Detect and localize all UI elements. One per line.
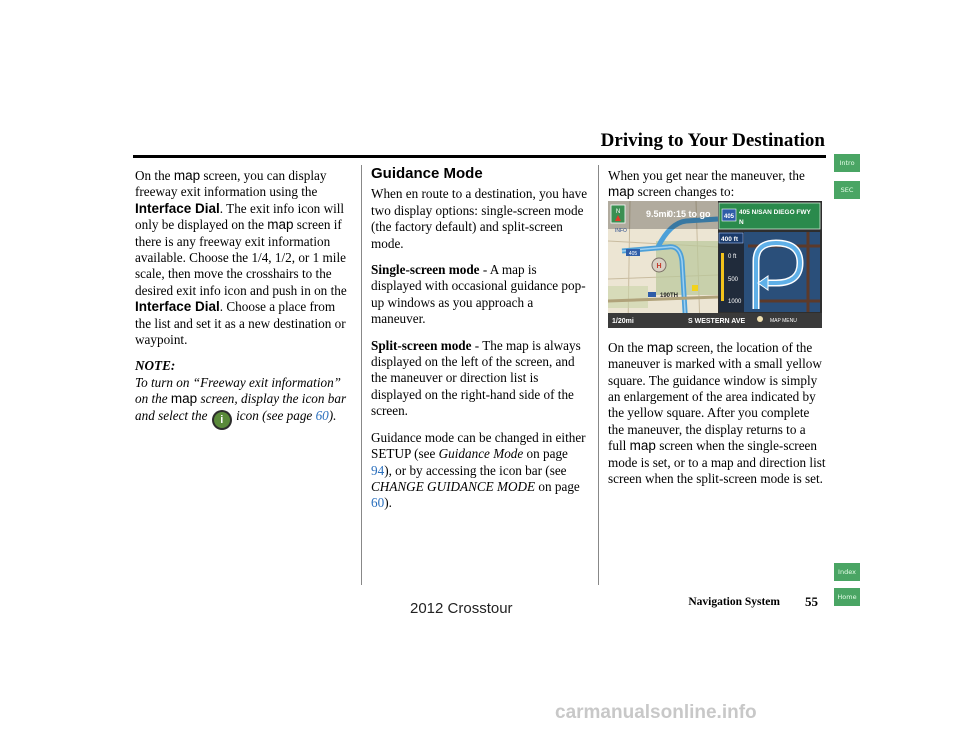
page-link[interactable]: 60 <box>315 407 329 423</box>
header-rule <box>133 155 826 158</box>
single-screen-paragraph: Single-screen mode - A map is displayed with occasional guidance pop-up windows as you approach a maneuver. <box>371 262 586 327</box>
index-button[interactable]: Index <box>834 563 860 581</box>
eta-readout: 0:15 to go <box>668 209 711 219</box>
navigation-split-screen-image <box>608 201 822 328</box>
note-text: To turn on “Freeway exit information” on the map screen, display the icon bar and select the i icon (see page 60). <box>135 374 347 426</box>
distance-mark-0: 0 ft <box>728 254 737 260</box>
distance-readout: 9.5mi <box>646 209 670 219</box>
map-term: map <box>267 217 294 233</box>
map-term: map <box>608 184 635 200</box>
guidance-intro: When en route to a destination, you have two display options: single-screen mode (the factory default) and split-screen mode. <box>371 186 588 251</box>
note-label: NOTE: <box>135 358 176 374</box>
page-link[interactable]: 94 <box>371 462 385 478</box>
split-screen-paragraph: Split-screen mode - The map is always displayed on the left of the screen, and the maneuver or direction list is displayed on the right-hand side of the screen. <box>371 337 581 419</box>
voice-icon <box>757 316 763 322</box>
street-label: 190TH <box>660 293 679 299</box>
map-term: map <box>173 168 201 183</box>
watermark: carmanualsonline.info <box>555 702 757 723</box>
page-link[interactable]: 60 <box>371 495 385 511</box>
freeway-shield-label: 405 <box>628 251 638 257</box>
footer-section-name: Navigation System <box>688 596 780 608</box>
sign-line-2: N <box>739 219 744 226</box>
home-button[interactable]: Home <box>834 588 860 606</box>
section-title: Driving to Your Destination <box>600 130 825 151</box>
info-label: INFO <box>615 228 627 234</box>
map-menu-button[interactable]: MAP MENU <box>770 318 797 324</box>
column-guidance-mode <box>371 166 589 522</box>
compass-label: N <box>615 209 621 215</box>
column-exit-info <box>135 168 353 438</box>
column-divider-2 <box>598 165 599 585</box>
map-term: map <box>629 438 656 454</box>
map-term: map <box>170 391 198 407</box>
guidance-mode-heading: Guidance Mode <box>371 165 483 182</box>
exit-info-paragraph: On the map screen, you can display freeway exit information using the Interface Dial. The exit info icon will only be displayed on the map screen if there is any freeway exit information available. Choose the 1/4, 1/2, or 1 mile scale, then move the crosshairs to the desired exit info icon and push in on the Interface Dial. Choose a place from the list and set it as a new destination or waypoint. <box>135 168 347 348</box>
sign-route-shield: 405 <box>723 214 735 220</box>
map-term: map <box>646 339 674 355</box>
scale-readout: 1/20mi <box>612 318 634 325</box>
maneuver-intro: When you get near the maneuver, the map screen changes to: <box>608 168 805 200</box>
interface-dial-term: Interface Dial <box>135 299 220 315</box>
sec-button[interactable]: SEC <box>834 181 860 199</box>
intro-button[interactable]: Intro <box>834 154 860 172</box>
maneuver-description: On the map screen, the location of the maneuver is marked with a small yellow square. The guidance window is simply an enlargement of the area indicated by the yellow square. After you complete the maneuver, the display returns to a full map screen when the single-screen mode is set, or to a map and direction list screen when the split-screen mode is set. <box>608 339 826 487</box>
distance-progress-bar <box>721 253 724 301</box>
distance-top-label: 400 ft <box>721 236 738 243</box>
distance-mark-500: 500 <box>728 277 739 283</box>
page-number: 55 <box>805 594 818 609</box>
interface-dial-term: Interface Dial <box>135 200 220 216</box>
sign-line-1: 405 N/SAN DIEGO FWY <box>739 209 811 216</box>
info-icon: i <box>214 412 230 428</box>
current-street: S WESTERN AVE <box>688 318 746 325</box>
model-label: 2012 Crosstour <box>410 600 513 617</box>
distance-mark-1000: 1000 <box>728 299 742 305</box>
column-divider-1 <box>361 165 362 585</box>
maneuver-square <box>692 285 698 291</box>
vehicle-marker-label: H <box>656 263 662 270</box>
guidance-change-paragraph: Guidance mode can be changed in either SETUP (see Guidance Mode on page 94), or by accessing the icon bar (see CHANGE GUIDANCE MODE on page 60). <box>371 429 586 511</box>
